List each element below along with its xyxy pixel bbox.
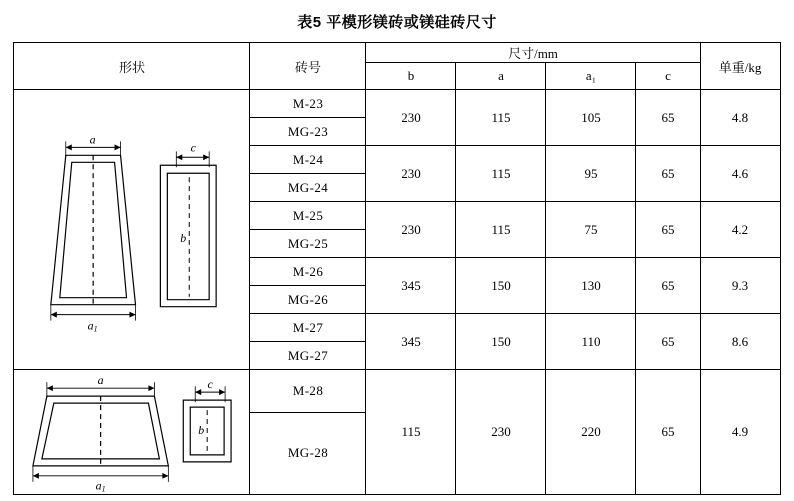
page-title: 表5 平模形镁砖或镁硅砖尺寸 [297,14,497,31]
value-a: 150 [456,314,546,370]
value-a: 115 [456,146,546,202]
shape-diagram-wedge-wide [14,370,250,495]
value-a1: 75 [546,202,636,258]
brick-code: MG-28 [250,412,366,494]
value-a: 230 [456,370,546,495]
value-a1: 110 [546,314,636,370]
label-c: c [191,139,197,154]
label-a: a [90,131,97,146]
value-a: 115 [456,202,546,258]
brick-code: MG-27 [250,342,366,370]
brick-code: M-23 [250,90,366,118]
table-header-row [14,43,780,63]
header-col-a: a [456,63,546,90]
brick-code: MG-24 [250,174,366,202]
value-b: 230 [366,202,456,258]
header-col-b: b [366,63,456,90]
brick-code: MG-26 [250,286,366,314]
value-weight: 4.2 [700,202,780,258]
header-col-a1: a₁ [546,63,636,90]
value-weight: 9.3 [700,258,780,314]
value-b: 115 [366,370,456,495]
brick-code: MG-23 [250,118,366,146]
brick-code: M-28 [250,370,366,413]
header-shape: 形状 [14,43,250,90]
label-a: a [98,373,105,388]
value-b: 230 [366,90,456,146]
header-col-c: c [636,63,700,90]
value-c: 65 [636,370,700,495]
label-a1: a1 [96,478,107,494]
value-a1: 95 [546,146,636,202]
header-dimensions: 尺寸/mm [366,43,700,63]
wedge-brick-drawing [14,117,249,343]
table-row [14,370,780,413]
brick-code: M-27 [250,314,366,342]
value-b: 345 [366,258,456,314]
wide-wedge-brick-drawing [14,370,249,494]
brick-code: M-24 [250,146,366,174]
value-c: 65 [636,90,700,146]
table-row [14,90,780,118]
header-brick-no: 砖号 [250,43,366,90]
shape-diagram-wedge-tall [14,90,250,370]
value-weight: 4.6 [700,146,780,202]
label-b: b [180,230,187,245]
value-a1: 220 [546,370,636,495]
value-c: 65 [636,202,700,258]
value-a: 115 [456,90,546,146]
header-unit-weight: 单重/kg [700,43,780,90]
brick-code: M-25 [250,202,366,230]
label-b: b [198,422,205,437]
value-b: 345 [366,314,456,370]
value-c: 65 [636,258,700,314]
value-c: 65 [636,314,700,370]
value-weight: 4.9 [700,370,780,495]
value-c: 65 [636,146,700,202]
value-a1: 130 [546,258,636,314]
label-a1: a1 [88,318,99,334]
value-a1: 105 [546,90,636,146]
label-c: c [207,377,214,392]
value-weight: 8.6 [700,314,780,370]
brick-dimension-table [13,42,780,495]
brick-code: MG-25 [250,230,366,258]
value-weight: 4.8 [700,90,780,146]
brick-code: M-26 [250,258,366,286]
value-b: 230 [366,146,456,202]
value-a: 150 [456,258,546,314]
